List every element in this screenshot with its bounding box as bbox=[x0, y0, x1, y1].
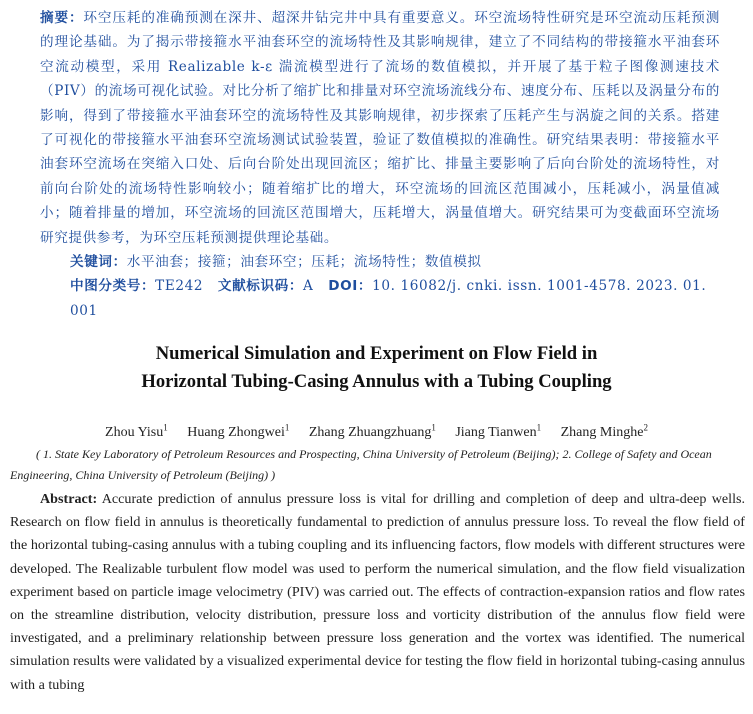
doi-value: 10. 16082/j. cnki. issn. 1001-4578. 2023. 01. 001 bbox=[70, 278, 707, 319]
english-abstract-text: Accurate prediction of annulus pressure loss is vital for drilling and completion of deep and ultra-deep wells. Research on flow field in annulus is theoretically fundamental to prediction of annulus pressure loss. To reveal the flow field of the horizontal tubing-casing annulus with a tubing coupling and its influencing factors, flow models with different structures were developed. The Realizable turbulent flow model was used to perform the numerical simulation, and the flow field visualization experiment based on particle image velocimetry (PIV) was carried out. The effects of contraction-expansion ratios and flow rates on the streamline distribution, velocity distribution, pressure loss and vorticity distribution of the annulus flow field were investigated, and a preliminary relationship between pressure loss generation and the vortex was identified. The numerical simulation results were validated by a visualized experimental device for testing the flow field in horizontal tubing-casing annulus with a tubing bbox=[10, 491, 746, 693]
author: Huang Zhongwei$^1$ bbox=[187, 422, 290, 440]
chinese-keywords bbox=[40, 250, 720, 274]
clc-value: TE242 bbox=[155, 278, 204, 295]
english-abstract-label: Abstract: bbox=[40, 491, 98, 507]
doc-code-value: A bbox=[303, 278, 314, 295]
english-title bbox=[0, 340, 753, 396]
keywords-text: 水平油套；接箍；油套环空；压耗；流场特性；数值模拟 bbox=[126, 254, 482, 271]
author: Zhou Yisu$^1$ bbox=[105, 422, 168, 440]
affiliations: ( 1. State Key Laboratory of Petroleum Resources and Prospecting, China University of Petroleum (Beijing); 2. College of Safety and Ocean Engineering, China University of Petroleum (Beijing) ) bbox=[10, 447, 712, 482]
chinese-classification bbox=[40, 274, 720, 323]
clc-label: 中图分类号： bbox=[70, 278, 156, 295]
english-title-line-1: Numerical Simulation and Experiment on Flow Field in bbox=[155, 343, 598, 364]
keywords-label: 关键词： bbox=[70, 254, 127, 271]
doc-code-label: 文献标识码： bbox=[217, 278, 304, 295]
author: Jiang Tianwen$^1$ bbox=[455, 422, 542, 440]
english-abstract bbox=[10, 488, 745, 697]
author: Zhang Minghe$^2$ bbox=[560, 422, 648, 440]
author: Zhang Zhuangzhuang$^1$ bbox=[308, 422, 436, 440]
chinese-abstract bbox=[40, 6, 720, 250]
doi-label: DOI： bbox=[328, 278, 373, 295]
chinese-abstract-text: 环空压耗的准确预测在深井、超深井钻完井中具有重要意义。环空流场特性研究是环空流动压耗预测的理论基础。为了揭示带接箍水平油套环空的流场特性及其影响规律，建立了不同结构的带接箍水平油套环空流动模型，采用 Realizable k-ε 湍流模型进行了流场的数值模拟，并开展了基于粒子图像测速技术（PIV）的流场可视化试验。对比分析了缩扩比和排量对环空流场流线分布、速度分布、压耗以及涡量分布的影响，得到了带接箍水平油套环空的流场特性及其影响规律，初步探索了压耗产生与涡旋之间的关系。搭建了可视化的带接箍水平油套环空流场测试试验装置，验证了数值模拟的准确性。研究结果表明：带接箍水平油套环空流场在突缩入口处、后向台阶处出现回流区；缩扩比、排量主要影响了后向台阶处的流场特性，对前向台阶处的流场特性影响较小；随着缩扩比的增大，环空流场的回流区范围减小，压耗减小，涡量值减小；随着排量的增加，环空流场的回流区范围增大，压耗增大，涡量值增大。研究结果可为变截面环空流场研究提供参考，为环空压耗预测提供理论基础。 bbox=[40, 10, 720, 246]
chinese-abstract-label: 摘要： bbox=[40, 10, 84, 26]
english-title-line-2: Horizontal Tubing-Casing Annulus with a Tubing Coupling bbox=[141, 371, 612, 392]
author-list bbox=[0, 422, 753, 441]
chinese-abstract-section bbox=[40, 6, 720, 323]
